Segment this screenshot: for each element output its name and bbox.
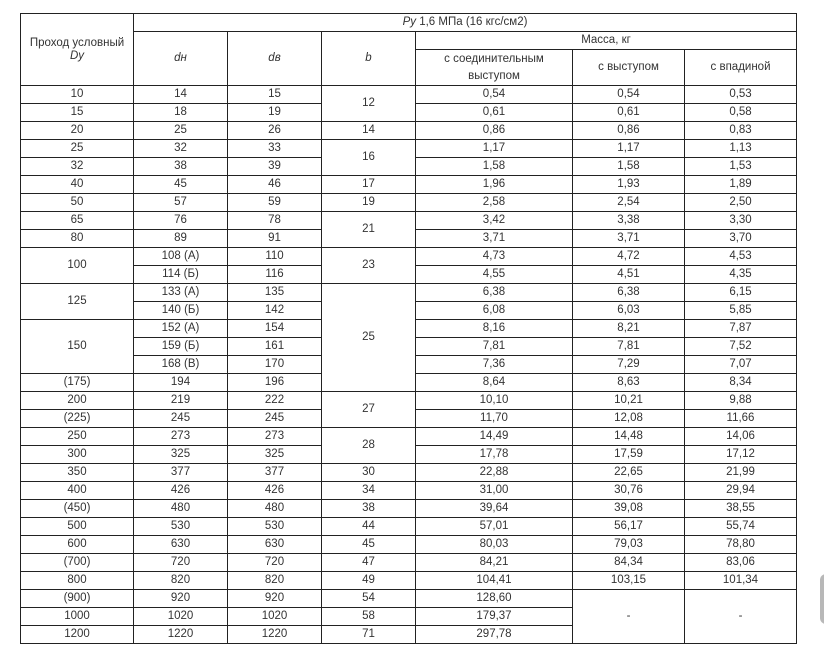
- cell-dv: 1220: [228, 626, 322, 644]
- table-row: [21, 248, 797, 266]
- cell-dn: 920: [134, 590, 228, 608]
- cell-dn: 194: [134, 374, 228, 392]
- cell-b: 47: [322, 554, 416, 572]
- header-passage-symbol: Dy: [69, 49, 85, 62]
- cell-passage: 80: [21, 230, 134, 248]
- cell-mass-connect: 84,21: [416, 554, 573, 572]
- header-mass: Масса, кг: [416, 32, 797, 50]
- cell-b: 16: [322, 140, 416, 176]
- cell-mass-connect: 10,10: [416, 392, 573, 410]
- cell-dn: 25: [134, 122, 228, 140]
- cell-b: 27: [322, 392, 416, 428]
- table-row: [21, 212, 797, 230]
- cell-passage: 20: [21, 122, 134, 140]
- cell-mass-proj: 0,61: [573, 104, 685, 122]
- cell-passage: 800: [21, 572, 134, 590]
- page-edge-element: [820, 574, 824, 624]
- cell-passage: 1000: [21, 608, 134, 626]
- cell-mass-recess: -: [685, 590, 797, 644]
- cell-dv: 33: [228, 140, 322, 158]
- cell-mass-recess: 17,12: [685, 446, 797, 464]
- cell-passage: (700): [21, 554, 134, 572]
- cell-mass-proj: 4,72: [573, 248, 685, 266]
- cell-mass-connect: 128,60: [416, 590, 573, 608]
- cell-mass-recess: 4,53: [685, 248, 797, 266]
- cell-passage: 1200: [21, 626, 134, 644]
- cell-mass-connect: 7,81: [416, 338, 573, 356]
- cell-mass-proj: -: [573, 590, 685, 644]
- header-pressure-value: 1,6 МПа (16 кгс/см2): [416, 16, 528, 28]
- cell-mass-recess: 55,74: [685, 518, 797, 536]
- cell-dn: 820: [134, 572, 228, 590]
- cell-mass-proj: 8,63: [573, 374, 685, 392]
- cell-mass-connect: 0,54: [416, 86, 573, 104]
- cell-b: 14: [322, 122, 416, 140]
- cell-dn: 89: [134, 230, 228, 248]
- cell-mass-connect: 31,00: [416, 482, 573, 500]
- cell-dv: 630: [228, 536, 322, 554]
- cell-dn: 152 (А): [134, 320, 228, 338]
- cell-passage: 125: [21, 284, 134, 320]
- table-row: [21, 572, 797, 590]
- header-mass-connect: с соединительным выступом: [416, 50, 573, 86]
- cell-mass-proj: 79,03: [573, 536, 685, 554]
- table-row: [21, 284, 797, 302]
- cell-dv: 26: [228, 122, 322, 140]
- cell-dn: 426: [134, 482, 228, 500]
- cell-passage: (450): [21, 500, 134, 518]
- cell-passage: 25: [21, 140, 134, 158]
- cell-passage: (175): [21, 374, 134, 392]
- table-row: [21, 176, 797, 194]
- cell-dv: 377: [228, 464, 322, 482]
- header-mass-proj: с выступом: [573, 50, 685, 86]
- table-row: [21, 428, 797, 446]
- cell-mass-proj: 56,17: [573, 518, 685, 536]
- cell-mass-proj: 1,17: [573, 140, 685, 158]
- cell-dv: 530: [228, 518, 322, 536]
- cell-mass-connect: 297,78: [416, 626, 573, 644]
- cell-mass-proj: 7,29: [573, 356, 685, 374]
- cell-b: 45: [322, 536, 416, 554]
- cell-dn: 14: [134, 86, 228, 104]
- table-body: [21, 14, 797, 644]
- cell-b: 49: [322, 572, 416, 590]
- cell-dn: 1220: [134, 626, 228, 644]
- cell-b: 19: [322, 194, 416, 212]
- cell-mass-recess: 83,06: [685, 554, 797, 572]
- table-row: [21, 482, 797, 500]
- header-mass-recess: с впадиной: [685, 50, 797, 86]
- cell-mass-connect: 80,03: [416, 536, 573, 554]
- cell-dv: 116: [228, 266, 322, 284]
- cell-mass-recess: 9,88: [685, 392, 797, 410]
- cell-mass-proj: 6,38: [573, 284, 685, 302]
- cell-b: 17: [322, 176, 416, 194]
- cell-dv: 46: [228, 176, 322, 194]
- cell-mass-recess: 2,50: [685, 194, 797, 212]
- cell-mass-proj: 8,21: [573, 320, 685, 338]
- cell-dn: 245: [134, 410, 228, 428]
- cell-dn: 325: [134, 446, 228, 464]
- cell-mass-connect: 0,86: [416, 122, 573, 140]
- cell-mass-connect: 14,49: [416, 428, 573, 446]
- cell-mass-connect: 104,41: [416, 572, 573, 590]
- cell-mass-connect: 1,96: [416, 176, 573, 194]
- header-b: b: [322, 32, 416, 86]
- cell-b: 28: [322, 428, 416, 464]
- cell-mass-proj: 17,59: [573, 446, 685, 464]
- cell-mass-connect: 17,78: [416, 446, 573, 464]
- cell-mass-proj: 1,58: [573, 158, 685, 176]
- cell-mass-recess: 3,70: [685, 230, 797, 248]
- cell-mass-recess: 6,15: [685, 284, 797, 302]
- cell-mass-recess: 1,89: [685, 176, 797, 194]
- cell-dv: 720: [228, 554, 322, 572]
- table-row: [21, 86, 797, 104]
- cell-dn: 720: [134, 554, 228, 572]
- cell-dv: 91: [228, 230, 322, 248]
- cell-passage: 100: [21, 248, 134, 284]
- cell-mass-connect: 57,01: [416, 518, 573, 536]
- cell-dv: 196: [228, 374, 322, 392]
- cell-dv: 273: [228, 428, 322, 446]
- cell-mass-recess: 11,66: [685, 410, 797, 428]
- cell-dv: 325: [228, 446, 322, 464]
- cell-b: 71: [322, 626, 416, 644]
- cell-mass-connect: 0,61: [416, 104, 573, 122]
- header-pressure: [134, 14, 797, 32]
- table-row: [21, 122, 797, 140]
- table-row: [21, 194, 797, 212]
- cell-mass-recess: 3,30: [685, 212, 797, 230]
- cell-dn: 114 (Б): [134, 266, 228, 284]
- cell-mass-recess: 7,07: [685, 356, 797, 374]
- cell-dv: 19: [228, 104, 322, 122]
- cell-dn: 480: [134, 500, 228, 518]
- cell-b: 58: [322, 608, 416, 626]
- cell-mass-connect: 4,55: [416, 266, 573, 284]
- cell-dv: 245: [228, 410, 322, 428]
- cell-mass-recess: 4,35: [685, 266, 797, 284]
- cell-passage: 600: [21, 536, 134, 554]
- cell-mass-proj: 30,76: [573, 482, 685, 500]
- cell-dn: 108 (А): [134, 248, 228, 266]
- cell-dv: 920: [228, 590, 322, 608]
- cell-dn: 630: [134, 536, 228, 554]
- cell-passage: (225): [21, 410, 134, 428]
- cell-b: 34: [322, 482, 416, 500]
- cell-b: 38: [322, 500, 416, 518]
- cell-mass-proj: 1,93: [573, 176, 685, 194]
- cell-passage: 65: [21, 212, 134, 230]
- cell-passage: (900): [21, 590, 134, 608]
- cell-dv: 15: [228, 86, 322, 104]
- cell-mass-connect: 1,58: [416, 158, 573, 176]
- cell-mass-proj: 3,71: [573, 230, 685, 248]
- cell-mass-recess: 0,58: [685, 104, 797, 122]
- cell-dv: 142: [228, 302, 322, 320]
- cell-mass-connect: 8,16: [416, 320, 573, 338]
- cell-dv: 39: [228, 158, 322, 176]
- cell-mass-proj: 4,51: [573, 266, 685, 284]
- table-row: [21, 464, 797, 482]
- cell-passage: 350: [21, 464, 134, 482]
- cell-mass-connect: 4,73: [416, 248, 573, 266]
- cell-passage: 200: [21, 392, 134, 410]
- cell-mass-connect: 1,17: [416, 140, 573, 158]
- cell-mass-proj: 0,86: [573, 122, 685, 140]
- header-row-1: [21, 14, 797, 32]
- header-row-2: [21, 32, 797, 50]
- cell-mass-connect: 179,37: [416, 608, 573, 626]
- cell-mass-recess: 38,55: [685, 500, 797, 518]
- cell-mass-recess: 8,34: [685, 374, 797, 392]
- cell-dn: 168 (В): [134, 356, 228, 374]
- cell-dv: 480: [228, 500, 322, 518]
- cell-mass-proj: 12,08: [573, 410, 685, 428]
- cell-mass-recess: 1,13: [685, 140, 797, 158]
- cell-dv: 154: [228, 320, 322, 338]
- cell-b: 54: [322, 590, 416, 608]
- cell-mass-connect: 7,36: [416, 356, 573, 374]
- cell-mass-recess: 0,53: [685, 86, 797, 104]
- cell-dn: 377: [134, 464, 228, 482]
- cell-mass-proj: 2,54: [573, 194, 685, 212]
- cell-mass-connect: 22,88: [416, 464, 573, 482]
- cell-mass-proj: 6,03: [573, 302, 685, 320]
- cell-dv: 820: [228, 572, 322, 590]
- cell-mass-connect: 6,08: [416, 302, 573, 320]
- cell-mass-proj: 14,48: [573, 428, 685, 446]
- cell-dv: 59: [228, 194, 322, 212]
- cell-b: 23: [322, 248, 416, 284]
- cell-passage: 500: [21, 518, 134, 536]
- cell-dn: 159 (Б): [134, 338, 228, 356]
- cell-passage: 400: [21, 482, 134, 500]
- cell-dn: 45: [134, 176, 228, 194]
- cell-dv: 161: [228, 338, 322, 356]
- cell-mass-proj: 7,81: [573, 338, 685, 356]
- cell-dv: 135: [228, 284, 322, 302]
- cell-mass-recess: 1,53: [685, 158, 797, 176]
- cell-passage: 300: [21, 446, 134, 464]
- cell-mass-connect: 39,64: [416, 500, 573, 518]
- cell-mass-proj: 0,54: [573, 86, 685, 104]
- cell-dn: 219: [134, 392, 228, 410]
- cell-passage: 15: [21, 104, 134, 122]
- header-passage: [21, 14, 134, 86]
- table-row: [21, 590, 797, 608]
- cell-mass-connect: 8,64: [416, 374, 573, 392]
- header-dv: dв: [228, 32, 322, 86]
- table-row: [21, 536, 797, 554]
- cell-mass-connect: 6,38: [416, 284, 573, 302]
- cell-dn: 273: [134, 428, 228, 446]
- cell-mass-connect: 3,42: [416, 212, 573, 230]
- table-row: [21, 500, 797, 518]
- cell-dn: 18: [134, 104, 228, 122]
- cell-mass-recess: 7,52: [685, 338, 797, 356]
- table-row: [21, 140, 797, 158]
- cell-mass-recess: 21,99: [685, 464, 797, 482]
- cell-dv: 170: [228, 356, 322, 374]
- cell-dv: 426: [228, 482, 322, 500]
- cell-b: 25: [322, 284, 416, 392]
- cell-dn: 38: [134, 158, 228, 176]
- cell-mass-recess: 78,80: [685, 536, 797, 554]
- cell-mass-proj: 10,21: [573, 392, 685, 410]
- table-row: [21, 554, 797, 572]
- cell-mass-recess: 7,87: [685, 320, 797, 338]
- cell-dn: 76: [134, 212, 228, 230]
- cell-mass-recess: 29,94: [685, 482, 797, 500]
- cell-mass-connect: 11,70: [416, 410, 573, 428]
- header-dn: dн: [134, 32, 228, 86]
- cell-mass-proj: 84,34: [573, 554, 685, 572]
- cell-dv: 1020: [228, 608, 322, 626]
- cell-dn: 57: [134, 194, 228, 212]
- cell-passage: 50: [21, 194, 134, 212]
- cell-b: 12: [322, 86, 416, 122]
- cell-passage: 40: [21, 176, 134, 194]
- cell-passage: 150: [21, 320, 134, 374]
- cell-mass-connect: 2,58: [416, 194, 573, 212]
- cell-mass-proj: 22,65: [573, 464, 685, 482]
- table-row: [21, 392, 797, 410]
- cell-mass-connect: 3,71: [416, 230, 573, 248]
- cell-dv: 78: [228, 212, 322, 230]
- cell-mass-proj: 39,08: [573, 500, 685, 518]
- cell-dn: 1020: [134, 608, 228, 626]
- cell-dn: 133 (А): [134, 284, 228, 302]
- table-row: [21, 518, 797, 536]
- cell-mass-recess: 101,34: [685, 572, 797, 590]
- header-pressure-symbol: Py: [402, 16, 416, 28]
- cell-passage: 250: [21, 428, 134, 446]
- cell-mass-recess: 0,83: [685, 122, 797, 140]
- cell-dv: 222: [228, 392, 322, 410]
- cell-dn: 32: [134, 140, 228, 158]
- header-passage-label: Проход условный: [29, 36, 125, 49]
- cell-passage: 32: [21, 158, 134, 176]
- cell-dv: 110: [228, 248, 322, 266]
- cell-passage: 10: [21, 86, 134, 104]
- cell-b: 44: [322, 518, 416, 536]
- cell-mass-proj: 3,38: [573, 212, 685, 230]
- cell-dn: 140 (Б): [134, 302, 228, 320]
- cell-b: 21: [322, 212, 416, 248]
- cell-mass-proj: 103,15: [573, 572, 685, 590]
- cell-dn: 530: [134, 518, 228, 536]
- cell-b: 30: [322, 464, 416, 482]
- flange-dimensions-table: [20, 13, 797, 644]
- cell-mass-recess: 14,06: [685, 428, 797, 446]
- cell-mass-recess: 5,85: [685, 302, 797, 320]
